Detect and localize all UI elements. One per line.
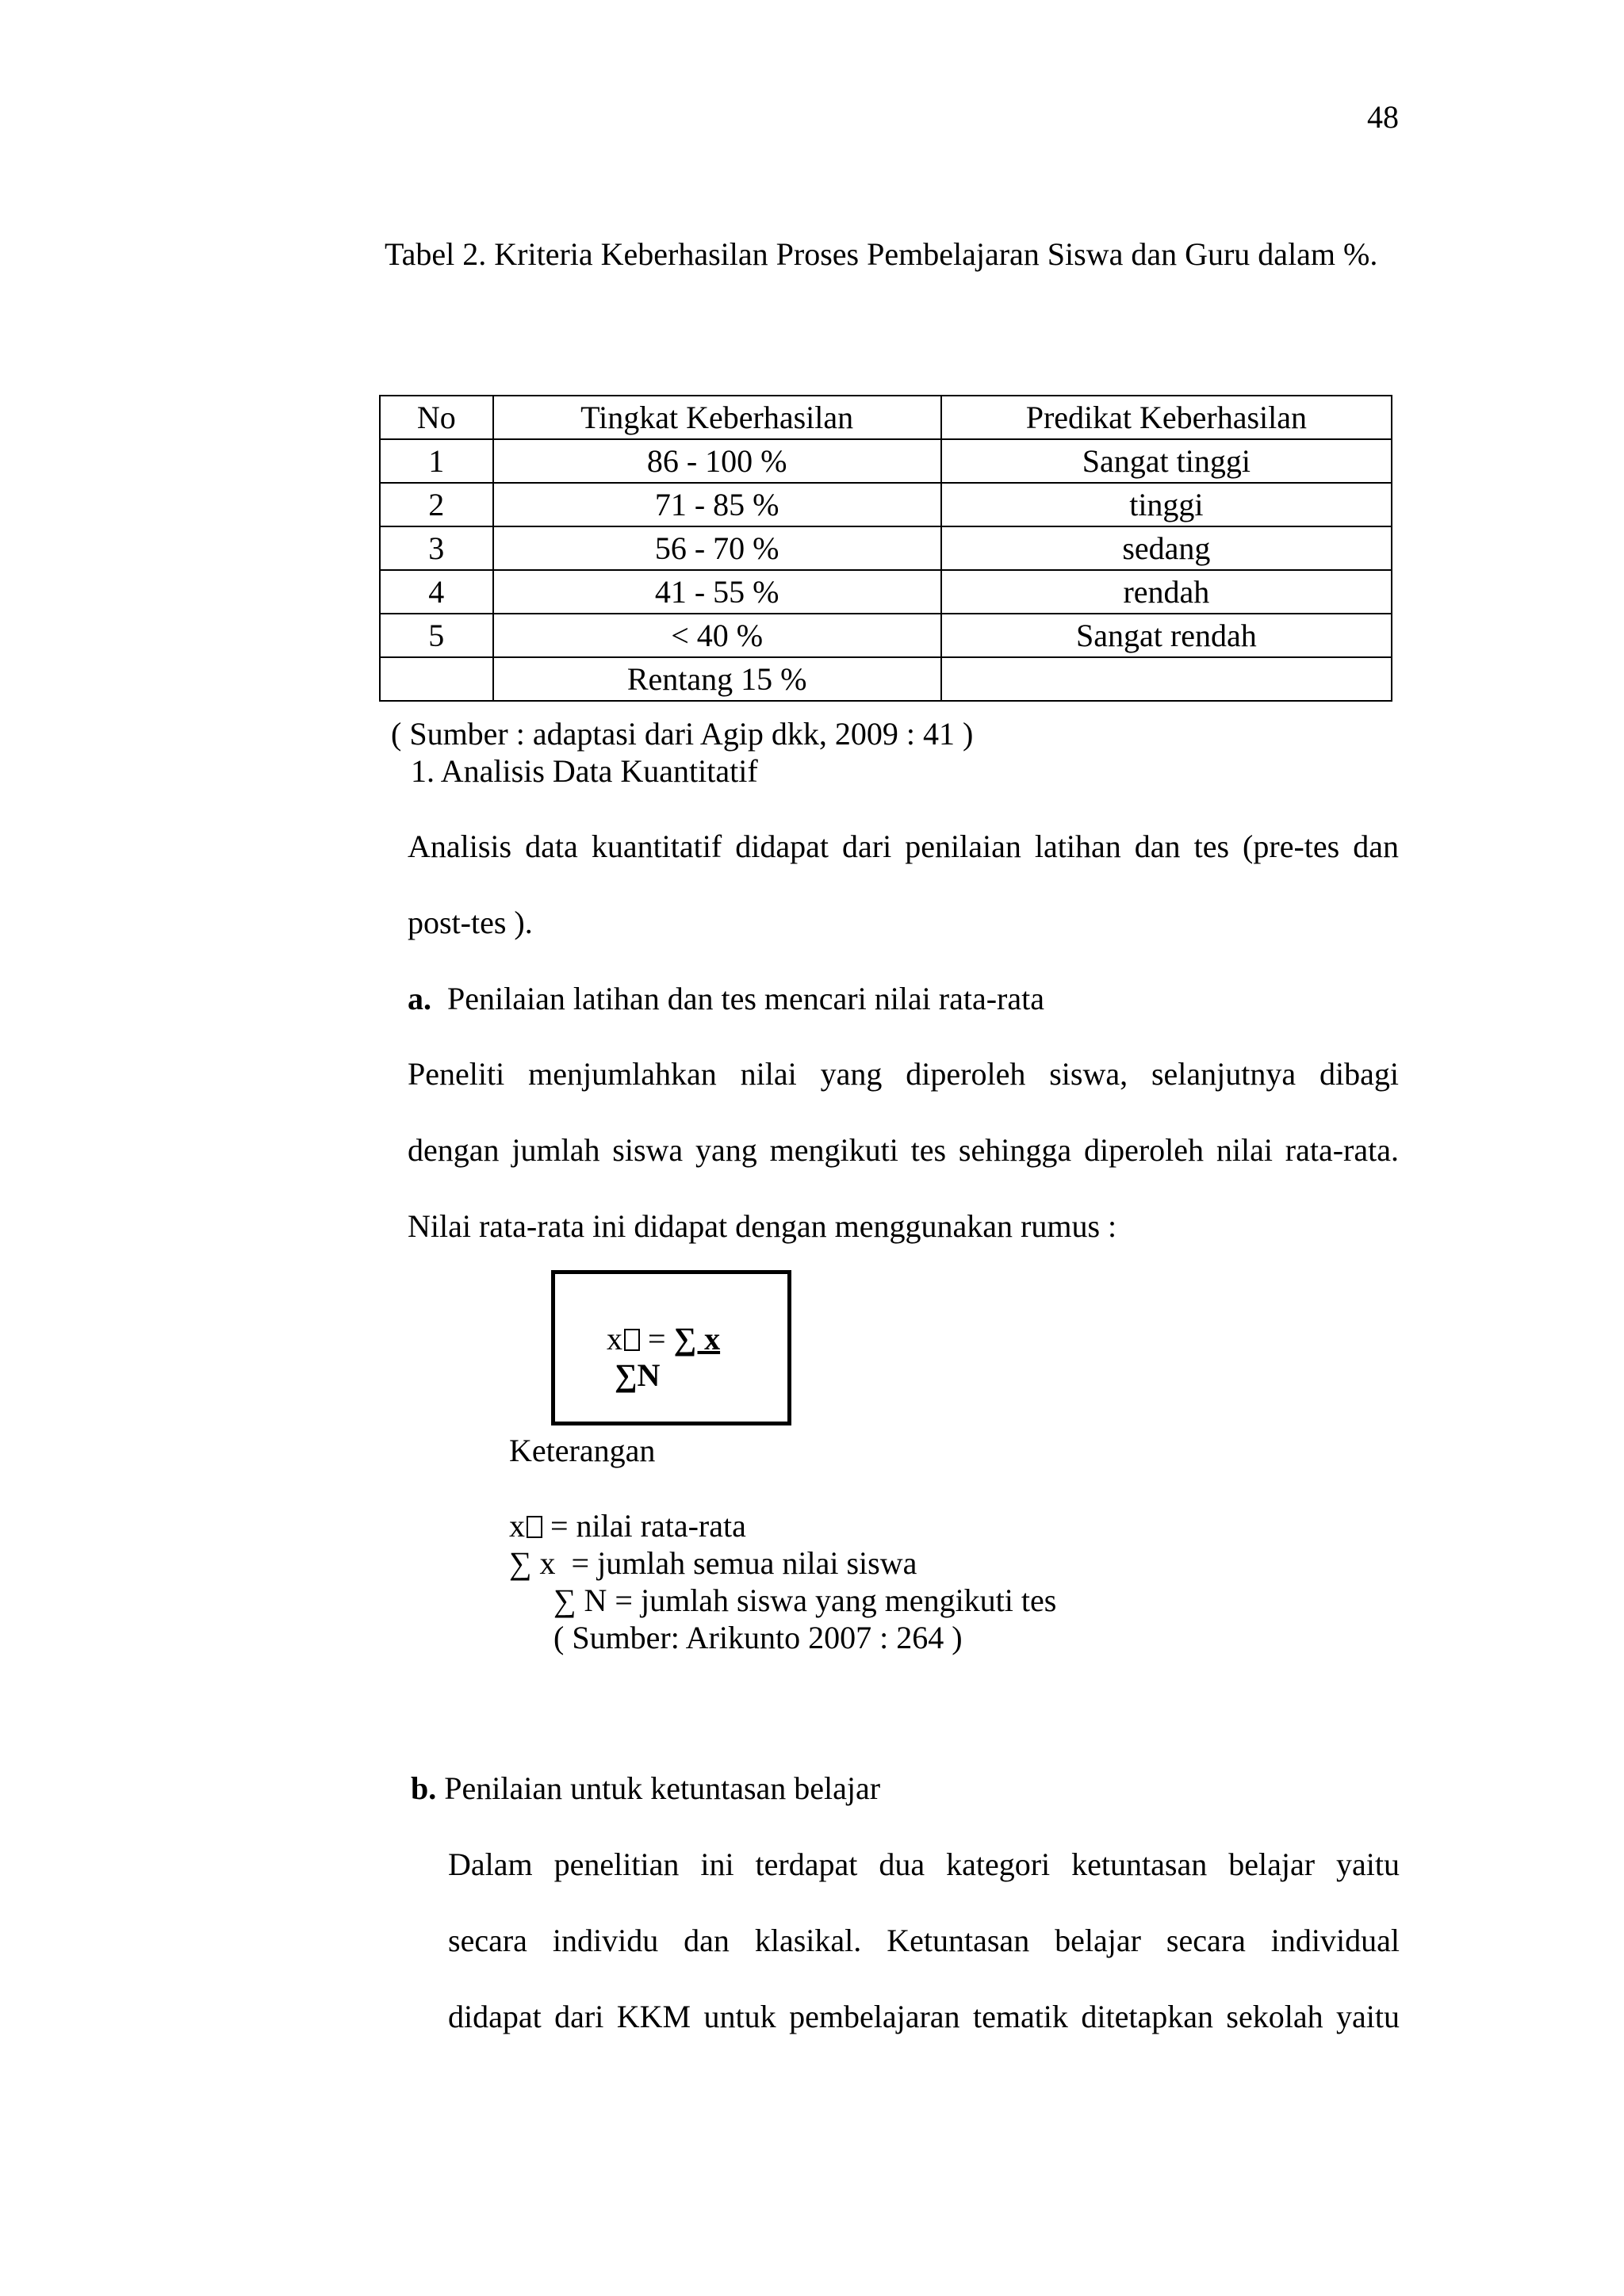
table-source: ( Sumber : adaptasi dari Agip dkk, 2009 : 41 ) xyxy=(391,716,974,752)
cell-predikat: sedang xyxy=(941,526,1392,570)
keterangan-item: ∑ x = jumlah semua nilai siswa xyxy=(509,1545,917,1581)
formula-numerator: ∑ x xyxy=(673,1321,721,1357)
cell-tingkat: 41 - 55 % xyxy=(493,570,941,614)
formula-lhs: x xyxy=(607,1321,622,1357)
table-row xyxy=(380,614,1392,657)
cell-tingkat: < 40 % xyxy=(493,614,941,657)
cell-predikat xyxy=(941,657,1392,701)
paragraph-line: post-tes ). xyxy=(408,905,533,940)
keterangan-source: ( Sumber: Arikunto 2007 : 264 ) xyxy=(553,1620,963,1655)
header-no: No xyxy=(380,396,493,439)
header-predikat: Predikat Keberhasilan xyxy=(941,396,1392,439)
cell-predikat: tinggi xyxy=(941,483,1392,526)
table-row xyxy=(380,483,1392,526)
cell-no xyxy=(380,657,493,701)
cell-predikat: rendah xyxy=(941,570,1392,614)
cell-predikat: Sangat rendah xyxy=(941,614,1392,657)
subheading-a-label: a. xyxy=(408,981,431,1016)
cell-tingkat: 86 - 100 % xyxy=(493,439,941,483)
paragraph-line: dengan jumlah siswa yang mengikuti tes sehingga diperoleh nilai rata-rata. xyxy=(408,1132,1399,1168)
keterangan-symbol: x xyxy=(509,1508,525,1544)
table-caption: Tabel 2. Kriteria Keberhasilan Proses Pembelajaran Siswa dan Guru dalam %. xyxy=(385,236,1378,272)
table-row xyxy=(380,570,1392,614)
subheading-b-text: Penilaian untuk ketuntasan belajar xyxy=(436,1770,881,1806)
subheading-a xyxy=(408,980,1044,1018)
header-tingkat: Tingkat Keberhasilan xyxy=(493,396,941,439)
page-number: 48 xyxy=(1367,99,1399,135)
formula-denominator: ∑N xyxy=(615,1357,661,1393)
cell-tingkat: 71 - 85 % xyxy=(493,483,941,526)
paragraph-line: Peneliti menjumlahkan nilai yang diperoleh siswa, selanjutnya dibagi xyxy=(408,1056,1399,1092)
table-row xyxy=(380,439,1392,483)
subheading-b-label: b. xyxy=(411,1770,437,1806)
section-heading: 1. Analisis Data Kuantitatif xyxy=(411,753,758,789)
cell-no: 1 xyxy=(380,439,493,483)
subheading-b xyxy=(411,1770,880,1808)
missing-glyph-icon xyxy=(624,1329,640,1351)
keterangan-title: Keterangan xyxy=(509,1433,656,1468)
table-header-row xyxy=(380,396,1392,439)
paragraph-line: secara individu dan klasikal. Ketuntasan belajar secara individual xyxy=(448,1923,1400,1958)
paragraph-line: Nilai rata-rata ini didapat dengan menggunakan rumus : xyxy=(408,1208,1117,1244)
table-row xyxy=(380,657,1392,701)
cell-no: 3 xyxy=(380,526,493,570)
cell-no: 4 xyxy=(380,570,493,614)
cell-no: 5 xyxy=(380,614,493,657)
paragraph-line: Dalam penelitian ini terdapat dua kategori ketuntasan belajar yaitu xyxy=(448,1846,1400,1882)
paragraph-line: didapat dari KKM untuk pembelajaran tematik ditetapkan sekolah yaitu xyxy=(448,1999,1400,2034)
criteria-table xyxy=(379,395,1392,702)
paragraph-line: Analisis data kuantitatif didapat dari penilaian latihan dan tes (pre-tes dan xyxy=(408,828,1399,864)
cell-no: 2 xyxy=(380,483,493,526)
table-row xyxy=(380,526,1392,570)
cell-tingkat: 56 - 70 % xyxy=(493,526,941,570)
formula-equals: = xyxy=(640,1321,674,1357)
keterangan-item: ∑ N = jumlah siswa yang mengikuti tes xyxy=(553,1582,1057,1618)
cell-tingkat: Rentang 15 % xyxy=(493,657,941,701)
cell-predikat: Sangat tinggi xyxy=(941,439,1392,483)
formula-line xyxy=(607,1320,720,1358)
subheading-a-text: Penilaian latihan dan tes mencari nilai rata-rata xyxy=(431,981,1044,1016)
keterangan-text: = nilai rata-rata xyxy=(542,1508,746,1544)
missing-glyph-icon xyxy=(527,1516,542,1538)
keterangan-item xyxy=(509,1507,746,1545)
